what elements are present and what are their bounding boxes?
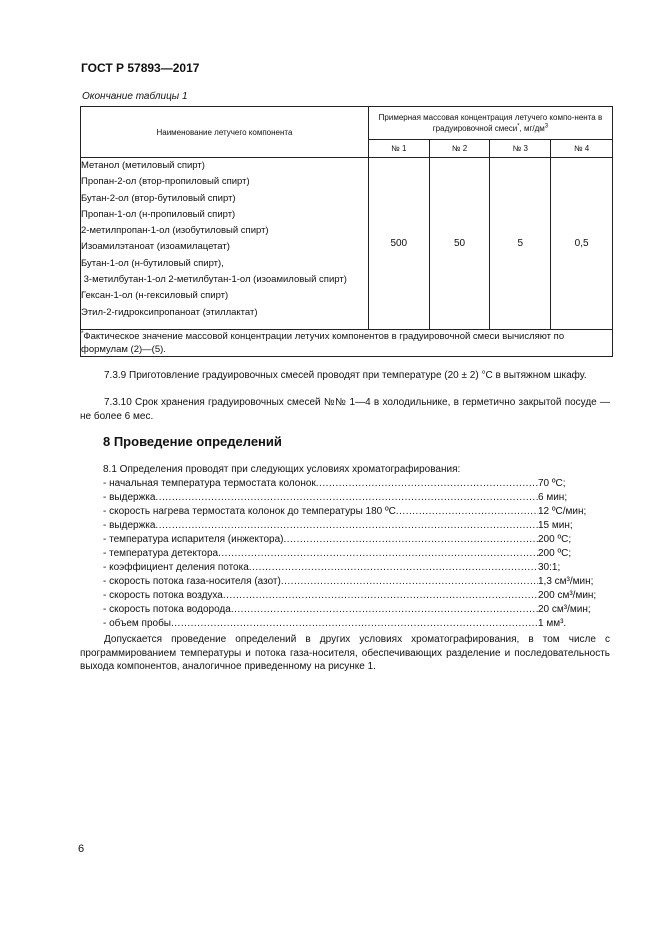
condition-value: 12 ºС/мин; [538,506,587,517]
component-item: Пропан-2-ол (втор-пропиловый спирт) [81,176,250,188]
condition-value: 1 мм³. [538,618,567,629]
condition-row [103,519,609,532]
value-col-4: 0,5 [551,158,613,330]
condition-label: - начальная температура термостата колонок [103,478,316,489]
condition-label: - коэффициент деления потока [103,562,249,573]
condition-label: - скорость потока воздуха [103,590,223,601]
leader-dots [281,575,538,588]
concentration-header-text: Примерная массовая концентрация летучего компо-нента в градуировочной смеси [378,113,603,133]
condition-value: 200 см³/мин; [538,590,597,601]
condition-row [103,477,609,490]
condition-row [103,505,609,518]
condition-value: 6 мин; [538,492,568,503]
condition-row [103,547,609,560]
concentration-header [368,107,612,140]
leader-dots [283,533,538,546]
leader-dots [218,547,538,560]
concentration-header-unit-exp: 3 [544,123,549,130]
condition-label: - выдержка [103,520,156,531]
condition-value: 30:1; [538,562,561,573]
concentration-table [80,106,613,357]
condition-label: - скорость потока водорода [103,604,231,615]
closing-paragraph: Допускается проведение определений в других условиях хроматографирования, в том числе с программированием температуры и потока газа-носителя, обеспечивающих разделение и последовательность выхода компонентов, аналогичное приведенному на рисунке 1. [80,634,610,672]
document-header-id: ГОСТ Р 57893—2017 [81,61,200,75]
leader-dots [249,561,538,574]
col-header-1: № 1 [368,140,429,158]
component-name-header: Наименование летучего компонента [81,107,369,158]
leader-dots [155,519,538,532]
condition-label: - выдержка [103,492,156,503]
component-item: Бутан-1-ол (н-бутиловый спирт), [81,257,224,269]
condition-value: 70 ºС; [538,478,566,489]
concentration-header-unit: , мг/дм [519,124,545,133]
condition-row [103,575,609,588]
condition-label: - температура испарителя (инжектора) [103,534,284,545]
condition-value: 200 ºС; [538,548,572,559]
leader-dots [396,505,538,518]
component-item: Этил-2-гидроксипропаноат (этиллактат) [81,306,258,318]
condition-label: - объем пробы [103,618,171,629]
condition-label: - температура детектора [103,548,219,559]
value-col-2: 50 [429,158,490,330]
condition-value: 15 мин; [538,520,573,531]
component-list [81,158,369,330]
leader-dots [223,589,538,602]
paragraph-7-3-10: 7.3.10 Срок хранения градуировочных смесей №№ 1—4 в холодильнике, в герметично закрытой посуде — не более 6 мес. [80,397,610,422]
value-col-1: 500 [368,158,429,330]
col-header-3: № 3 [490,140,551,158]
leader-dots [171,617,538,630]
condition-label: - скорость нагрева термостата колонок до температуры 180 ºС [103,506,396,517]
col-header-2: № 2 [429,140,490,158]
condition-row [103,533,609,546]
component-item: Изоамилэтаноат (изоамилацетат) [81,241,230,253]
condition-value: 200 ºС; [538,534,572,545]
component-item: Бутан-2-ол (втор-бутиловый спирт) [81,192,236,204]
condition-row [103,561,609,574]
condition-row [103,491,609,504]
condition-value: 20 см³/мин; [538,604,591,615]
component-item: Метанол (метиловый спирт) [81,160,205,171]
component-item: Пропан-1-ол (н-пропиловый спирт) [81,208,236,220]
leader-dots [155,491,538,504]
component-item: 2-метилпропан-1-ол (изобутиловый спирт) [81,225,269,237]
concentration-header-mark: * [517,123,520,130]
table-caption: Окончание таблицы 1 [82,91,188,102]
condition-row [103,603,609,616]
leader-dots [316,477,538,490]
footnote-mark: * [81,330,84,337]
leader-dots [231,603,538,616]
value-col-3: 5 [490,158,551,330]
condition-row [103,617,609,630]
section-title: 8 Проведение определений [103,434,282,449]
condition-row [103,589,609,602]
condition-value: 1,3 см³/мин; [538,576,594,587]
component-item: Гексан-1-ол (н-гексиловый спирт) [81,290,229,302]
footnote-text: Фактическое значение массовой концентрации летучих компонентов в градуировочной смеси вычисляют по формулам (2)—(5). [81,331,565,355]
table-footnote [81,330,613,357]
component-item: 3-метилбутан-1-ол 2-метилбутан-1-ол (изоамиловый спирт) [81,274,347,286]
col-header-4: № 4 [551,140,613,158]
condition-label: - скорость потока газа-носителя (азот) [103,576,281,587]
paragraph-7-3-9: 7.3.9 Приготовление градуировочных смесей проводят при температуре (20 ± 2) °С в вытяжном шкафу. [104,370,587,381]
conditions-intro: 8.1 Определения проводят при следующих условиях хроматографирования: [103,464,461,475]
page-number: 6 [78,843,85,855]
